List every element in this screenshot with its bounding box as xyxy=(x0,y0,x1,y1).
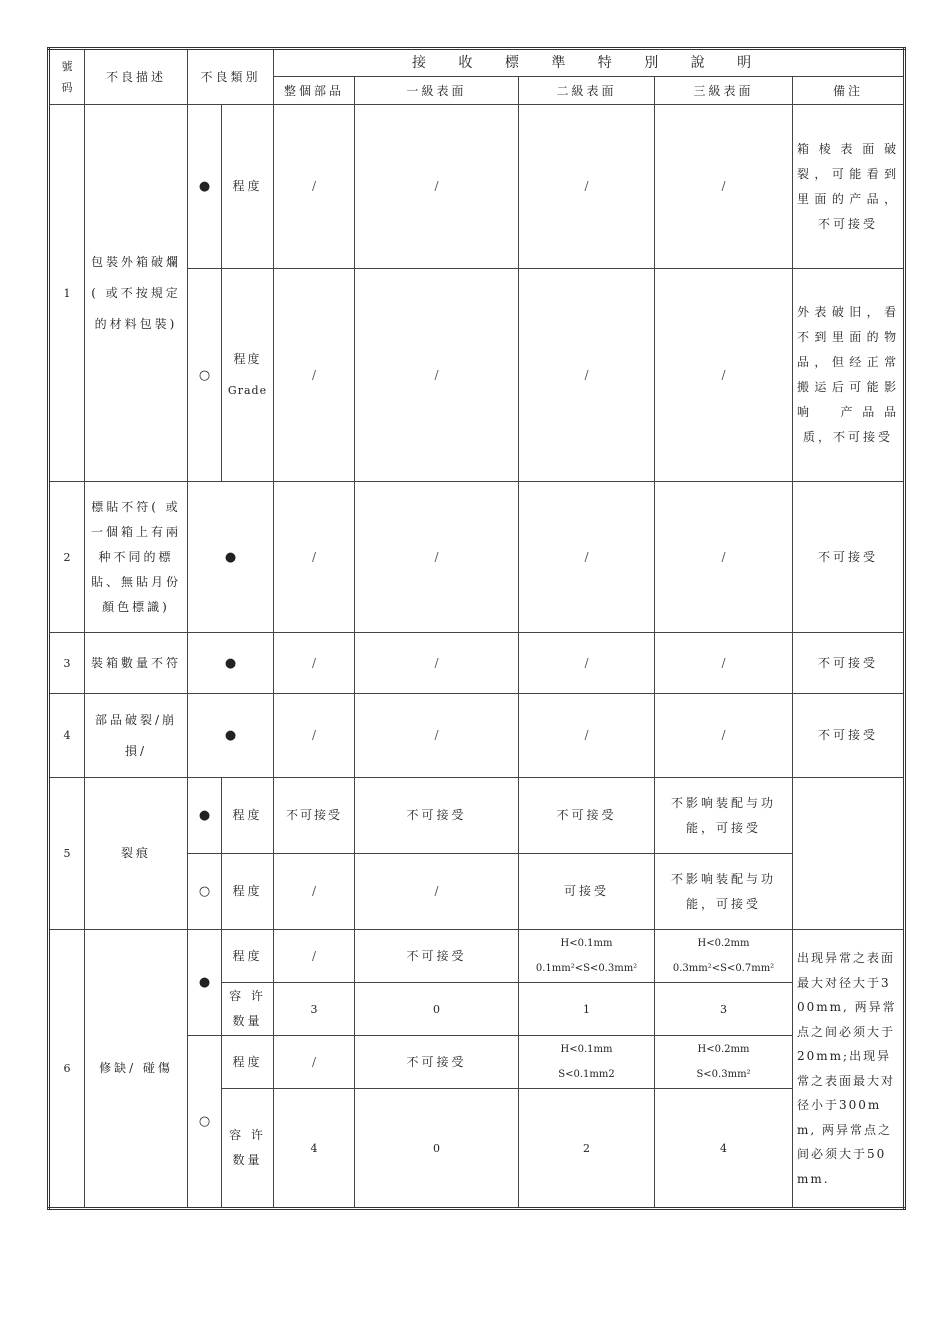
empty-circle-icon: ○ xyxy=(188,854,222,930)
header-surface-1: 一級表面 xyxy=(355,77,519,105)
surface-3-quantity: 3 xyxy=(655,983,793,1036)
whole-part-value: / xyxy=(274,105,355,269)
whole-part-quantity: 3 xyxy=(274,983,355,1036)
surface-1-value: 不可接受 xyxy=(355,1036,519,1089)
surface-2-value: / xyxy=(519,694,655,778)
whole-part-value: / xyxy=(274,482,355,633)
surface-2-quantity: 2 xyxy=(519,1089,655,1209)
whole-part-value: / xyxy=(274,269,355,482)
surface-1-value: / xyxy=(355,633,519,694)
degree-label: 程度 xyxy=(222,778,274,854)
remarks-note xyxy=(793,778,905,930)
filled-circle-icon: ● xyxy=(188,694,274,778)
allowed-quantity-label: 容 许 数量 xyxy=(222,983,274,1036)
header-code: 號 码 xyxy=(49,49,85,105)
defect-description: 裝箱數量不符 xyxy=(85,633,188,694)
defect-description: 部品破裂/崩損/ xyxy=(85,694,188,778)
whole-part-value: / xyxy=(274,930,355,983)
defect-description: 標貼不符( 或一個箱上有兩种不同的標貼、無貼月份顏色標識) xyxy=(85,482,188,633)
surface-2-value: H<0.1mm S<0.1mm2 xyxy=(519,1036,655,1089)
surface-1-quantity: 0 xyxy=(355,1089,519,1209)
filled-circle-icon: ● xyxy=(188,778,222,854)
header-surface-3: 三級表面 xyxy=(655,77,793,105)
inspection-standard-sheet xyxy=(47,47,903,1210)
surface-2-value: / xyxy=(519,633,655,694)
degree-label: 程度 xyxy=(222,930,274,983)
header-whole-part: 整個部品 xyxy=(274,77,355,105)
surface-2-quantity: 1 xyxy=(519,983,655,1036)
surface-1-value: / xyxy=(355,854,519,930)
remarks-note: 不可接受 xyxy=(793,694,905,778)
table-row-4 xyxy=(49,694,905,778)
whole-part-value: / xyxy=(274,633,355,694)
surface-2-value: / xyxy=(519,105,655,269)
degree-grade-label: 程度 Grade xyxy=(222,269,274,482)
surface-3-value: H<0.2mm 0.3mm²<S<0.7mm² xyxy=(655,930,793,983)
header-category: 不良類別 xyxy=(188,49,274,105)
empty-circle-icon: ○ xyxy=(188,269,222,482)
surface-1-value: / xyxy=(355,694,519,778)
table-row-5a xyxy=(49,778,905,854)
table-row-3 xyxy=(49,633,905,694)
row-number: 1 xyxy=(49,105,85,482)
surface-1-value: / xyxy=(355,482,519,633)
defect-description: 修缺/ 碰傷 xyxy=(85,930,188,1209)
surface-1-value: 不可接受 xyxy=(355,778,519,854)
defect-acceptance-table xyxy=(47,47,906,1210)
filled-circle-icon: ● xyxy=(188,482,274,633)
remarks-note: 箱棱表面破裂，可能看到里面的产品，不可接受 xyxy=(793,105,905,269)
defect-description: 包裝外箱破爛( 或不按規定的材料包裝) xyxy=(85,105,188,482)
defect-description: 裂痕 xyxy=(85,778,188,930)
whole-part-quantity: 4 xyxy=(274,1089,355,1209)
table-row-1a xyxy=(49,105,905,269)
surface-3-value: / xyxy=(655,269,793,482)
header-surface-2: 二級表面 xyxy=(519,77,655,105)
filled-circle-icon: ● xyxy=(188,930,222,1036)
table-row-6a-degree xyxy=(49,930,905,983)
surface-3-value: 不影响装配与功能，可接受 xyxy=(655,854,793,930)
row-number: 5 xyxy=(49,778,85,930)
row-number: 6 xyxy=(49,930,85,1209)
degree-label: 程度 xyxy=(222,105,274,269)
surface-3-quantity: 4 xyxy=(655,1089,793,1209)
remarks-note: 出现异常之表面最大对径大于300mm, 两异常点之间必须大于20mm;出现异常之表面最大对径小于300mm, 两异常点之间必须大于50mm. xyxy=(793,930,905,1209)
header-remarks: 備注 xyxy=(793,77,905,105)
remarks-note: 外表破旧，看不到里面的物品，但经正常搬运后可能影响 产品品质，不可接受 xyxy=(793,269,905,482)
whole-part-value: / xyxy=(274,854,355,930)
surface-3-value: / xyxy=(655,694,793,778)
row-number: 2 xyxy=(49,482,85,633)
surface-3-value: / xyxy=(655,105,793,269)
filled-circle-icon: ● xyxy=(188,633,274,694)
surface-2-value: / xyxy=(519,482,655,633)
surface-2-value: 可接受 xyxy=(519,854,655,930)
remarks-note: 不可接受 xyxy=(793,633,905,694)
degree-label: 程度 xyxy=(222,854,274,930)
row-number: 3 xyxy=(49,633,85,694)
table-row-2 xyxy=(49,482,905,633)
filled-circle-icon: ● xyxy=(188,105,222,269)
surface-3-value: / xyxy=(655,482,793,633)
surface-1-value: / xyxy=(355,105,519,269)
remarks-note: 不可接受 xyxy=(793,482,905,633)
surface-3-value: H<0.2mm S<0.3mm² xyxy=(655,1036,793,1089)
row-number: 4 xyxy=(49,694,85,778)
surface-2-value: 不可接受 xyxy=(519,778,655,854)
surface-1-value: 不可接受 xyxy=(355,930,519,983)
header-description: 不良描述 xyxy=(85,49,188,105)
surface-1-quantity: 0 xyxy=(355,983,519,1036)
surface-2-value: / xyxy=(519,269,655,482)
whole-part-value: / xyxy=(274,1036,355,1089)
whole-part-value: 不可接受 xyxy=(274,778,355,854)
surface-1-value: / xyxy=(355,269,519,482)
allowed-quantity-label: 容 许 数量 xyxy=(222,1089,274,1209)
surface-2-value: H<0.1mm 0.1mm²<S<0.3mm² xyxy=(519,930,655,983)
header-acceptance: 接 收 標 準 特 別 說 明 xyxy=(274,49,905,77)
surface-3-value: 不影响装配与功能，可接受 xyxy=(655,778,793,854)
whole-part-value: / xyxy=(274,694,355,778)
surface-3-value: / xyxy=(655,633,793,694)
empty-circle-icon: ○ xyxy=(188,1036,222,1209)
degree-label: 程度 xyxy=(222,1036,274,1089)
header-row-top xyxy=(49,49,905,77)
